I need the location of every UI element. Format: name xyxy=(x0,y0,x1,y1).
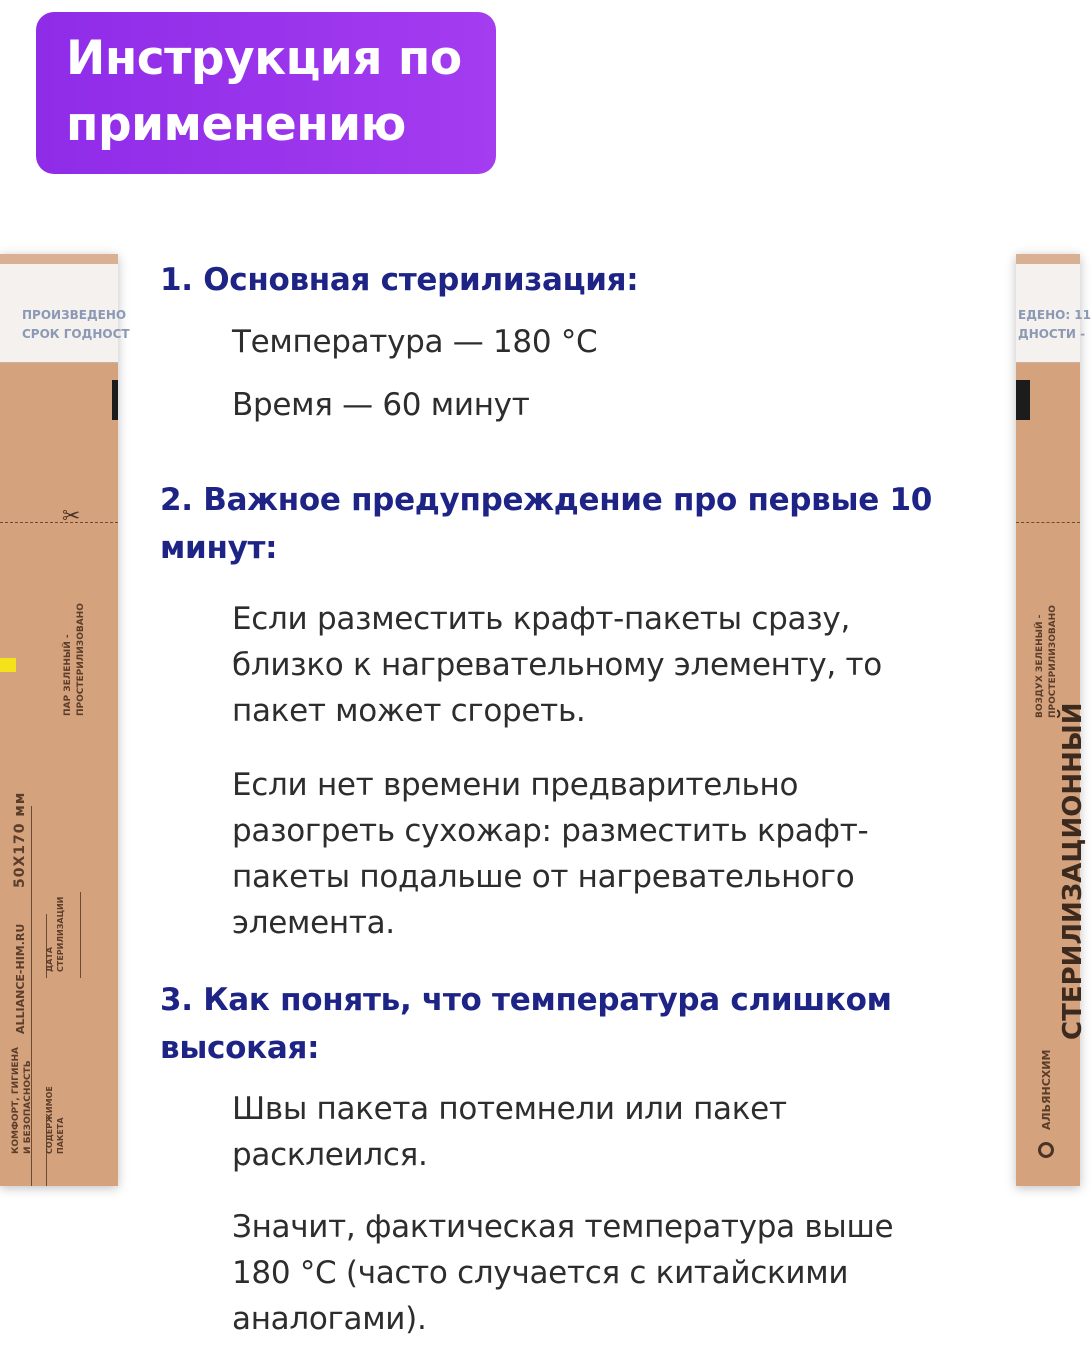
kraft-packet-left xyxy=(0,254,130,1186)
title-line-2: применению xyxy=(66,97,406,152)
section-2-paragraph-2: Если нет времени предварительно разогреть сухожар: разместить крафт-пакеты подальше от нагревательного элемента. xyxy=(232,767,869,941)
packet-right-top xyxy=(1016,254,1091,363)
section-1-temperature: Температура — 180 °С xyxy=(232,324,598,360)
packet-left-slogan-line1: КОМФОРТ, ГИГИЕНА xyxy=(11,1046,21,1154)
packet-right-indicator-line1: ВОЗДУХ ЗЕЛЕНЫЙ - xyxy=(1035,614,1045,718)
section-3-paragraph-2: Значит, фактическая температура выше 180 °С (часто случается с китайскими аналогами). xyxy=(232,1209,894,1337)
title-line-1: Инструкция по xyxy=(66,31,462,86)
packet-left-divider-4 xyxy=(80,892,81,978)
packet-right-top-line2: ДНОСТИ - xyxy=(1018,327,1086,341)
packet-left-content xyxy=(44,1086,66,1154)
packet-left-content-line1: СОДЕРЖИМОЕ xyxy=(45,1086,54,1154)
packet-left-date-line2: СТЕРИЛИЗАЦИИ xyxy=(56,896,65,972)
packet-left-bar xyxy=(112,380,118,420)
packet-left-top xyxy=(0,254,130,363)
packet-right-stripe xyxy=(1016,254,1080,264)
packet-left-date xyxy=(44,897,66,972)
packet-right-indicator-line2: ПРОСТЕРИЛИЗОВАНО xyxy=(1048,605,1058,718)
packet-right-indicator-text xyxy=(1034,605,1060,718)
section-2-paragraph-1: Если разместить крафт-пакеты сразу, близко к нагревательному элементу, то пакет может сгореть. xyxy=(232,601,882,729)
packet-left-content-line2: ПАКЕТА xyxy=(56,1117,65,1154)
packet-left-top-line2: СРОК ГОДНОСТ xyxy=(22,327,130,341)
packet-right-bar xyxy=(1016,380,1030,420)
packet-left-cut-line xyxy=(0,522,118,523)
packet-right-top-text xyxy=(1018,306,1091,344)
section-1-time: Время — 60 минут xyxy=(232,387,530,423)
packet-right-big-text: СТЕРИЛИЗАЦИОННЫЙ xyxy=(1058,702,1088,1040)
alliance-logo-icon xyxy=(1038,1142,1054,1158)
packet-left-indicator-line1: ПАР ЗЕЛЕНЫЙ - xyxy=(63,634,73,716)
packet-left-stripe xyxy=(0,254,118,264)
section-1-heading: 1. Основная стерилизация: xyxy=(160,262,639,298)
scissors-icon: ✂ xyxy=(62,504,81,529)
packet-left-indicator-text xyxy=(62,603,88,716)
packet-left-size: 50Х170 мм xyxy=(12,791,28,888)
packet-left-date-line1: ДАТА xyxy=(45,947,54,972)
section-2-heading: 2. Важное предупреждение про первые 10 минут: xyxy=(160,482,932,566)
packet-left-indicator-line2: ПРОСТЕРИЛИЗОВАНО xyxy=(76,603,86,716)
packet-left-slogan xyxy=(10,1047,34,1154)
packet-right-cut-line xyxy=(1016,522,1080,523)
packet-right-brand: АЛЬЯНСХИМ xyxy=(1040,1049,1053,1130)
section-3-paragraph-1: Швы пакета потемнели или пакет расклеился. xyxy=(232,1091,787,1173)
packet-left-top-text xyxy=(22,306,130,344)
packet-left-indicator-mark xyxy=(0,658,16,672)
section-3-heading: 3. Как понять, что температура слишком высокая: xyxy=(160,982,892,1066)
packet-left-slogan-line2: И БЕЗОПАСНОСТЬ xyxy=(23,1060,33,1154)
kraft-packet-right xyxy=(1016,254,1091,1186)
title-badge xyxy=(36,12,496,174)
packet-right-top-line1: ЕДЕНО: 11 xyxy=(1018,308,1091,322)
packet-left-top-line1: ПРОИЗВЕДЕНО xyxy=(22,308,127,322)
packet-left-site: ALLIANCE-HIM.RU xyxy=(14,923,27,1034)
